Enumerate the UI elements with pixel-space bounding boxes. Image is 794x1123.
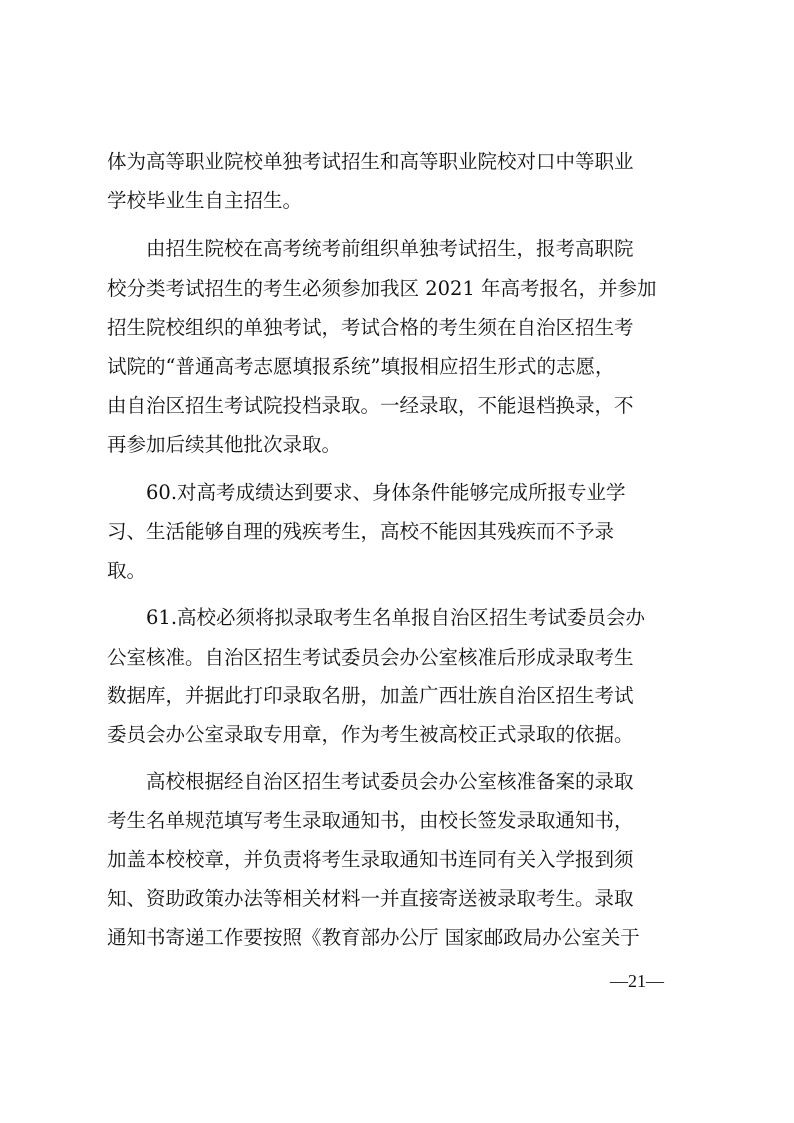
text-line: 61.高校必须将拟录取考生名单报自治区招生考试委员会办 [146,606,646,629]
text-line: 考生名单规范填写考生录取通知书，由校长签发录取通知书， [107,809,634,832]
text-line: 试院的“普通高考志愿填报系统”填报相应招生形式的志愿， [107,355,615,378]
text-line: 高校根据经自治区招生考试委员会办公室核准备案的录取 [146,770,634,793]
text-line: 由招生院校在高考统考前组织单独考试招生，报考高职院 [146,237,634,260]
text-line: 加盖本校校章，并负责将考生录取通知书连同有关入学报到须 [107,848,634,871]
text-line: 再参加后续其他批次录取。 [107,433,342,456]
text-line: 习、生活能够自理的残疾考生，高校不能因其残疾而不予录 [107,520,615,543]
text-line: 公室核准。自治区招生考试委员会办公室核准后形成录取考生 [107,646,634,669]
text-line: 通知书寄递工作要按照《教育部办公厅 国家邮政局办公室关于 [107,926,640,949]
text-line: 体为高等职业院校单独考试招生和高等职业院校对口中等职业 [107,150,634,173]
text-line: 数据库，并据此打印录取名册，加盖广西壮族自治区招生考试 [107,684,634,707]
text-line: 学校毕业生自主招生。 [107,189,303,212]
text-line: 由自治区招生考试院投档录取。一经录取，不能退档换录，不 [107,394,634,417]
text-line: 委员会办公室录取专用章，作为考生被高校正式录取的依据。 [107,723,634,746]
text-line: 知、资助政策办法等相关材料一并直接寄送被录取考生。录取 [107,887,634,910]
text-line: 校分类考试招生的考生必须参加我区 2021 年高考报名，并参加 [107,277,657,300]
text-line: 招生院校组织的单独考试，考试合格的考生须在自治区招生考 [107,316,634,339]
text-line: 取。 [107,559,147,582]
text-line: 60.对高考成绩达到要求、身体条件能够完成所报专业学 [146,481,626,504]
page-number: —21— [610,971,664,991]
